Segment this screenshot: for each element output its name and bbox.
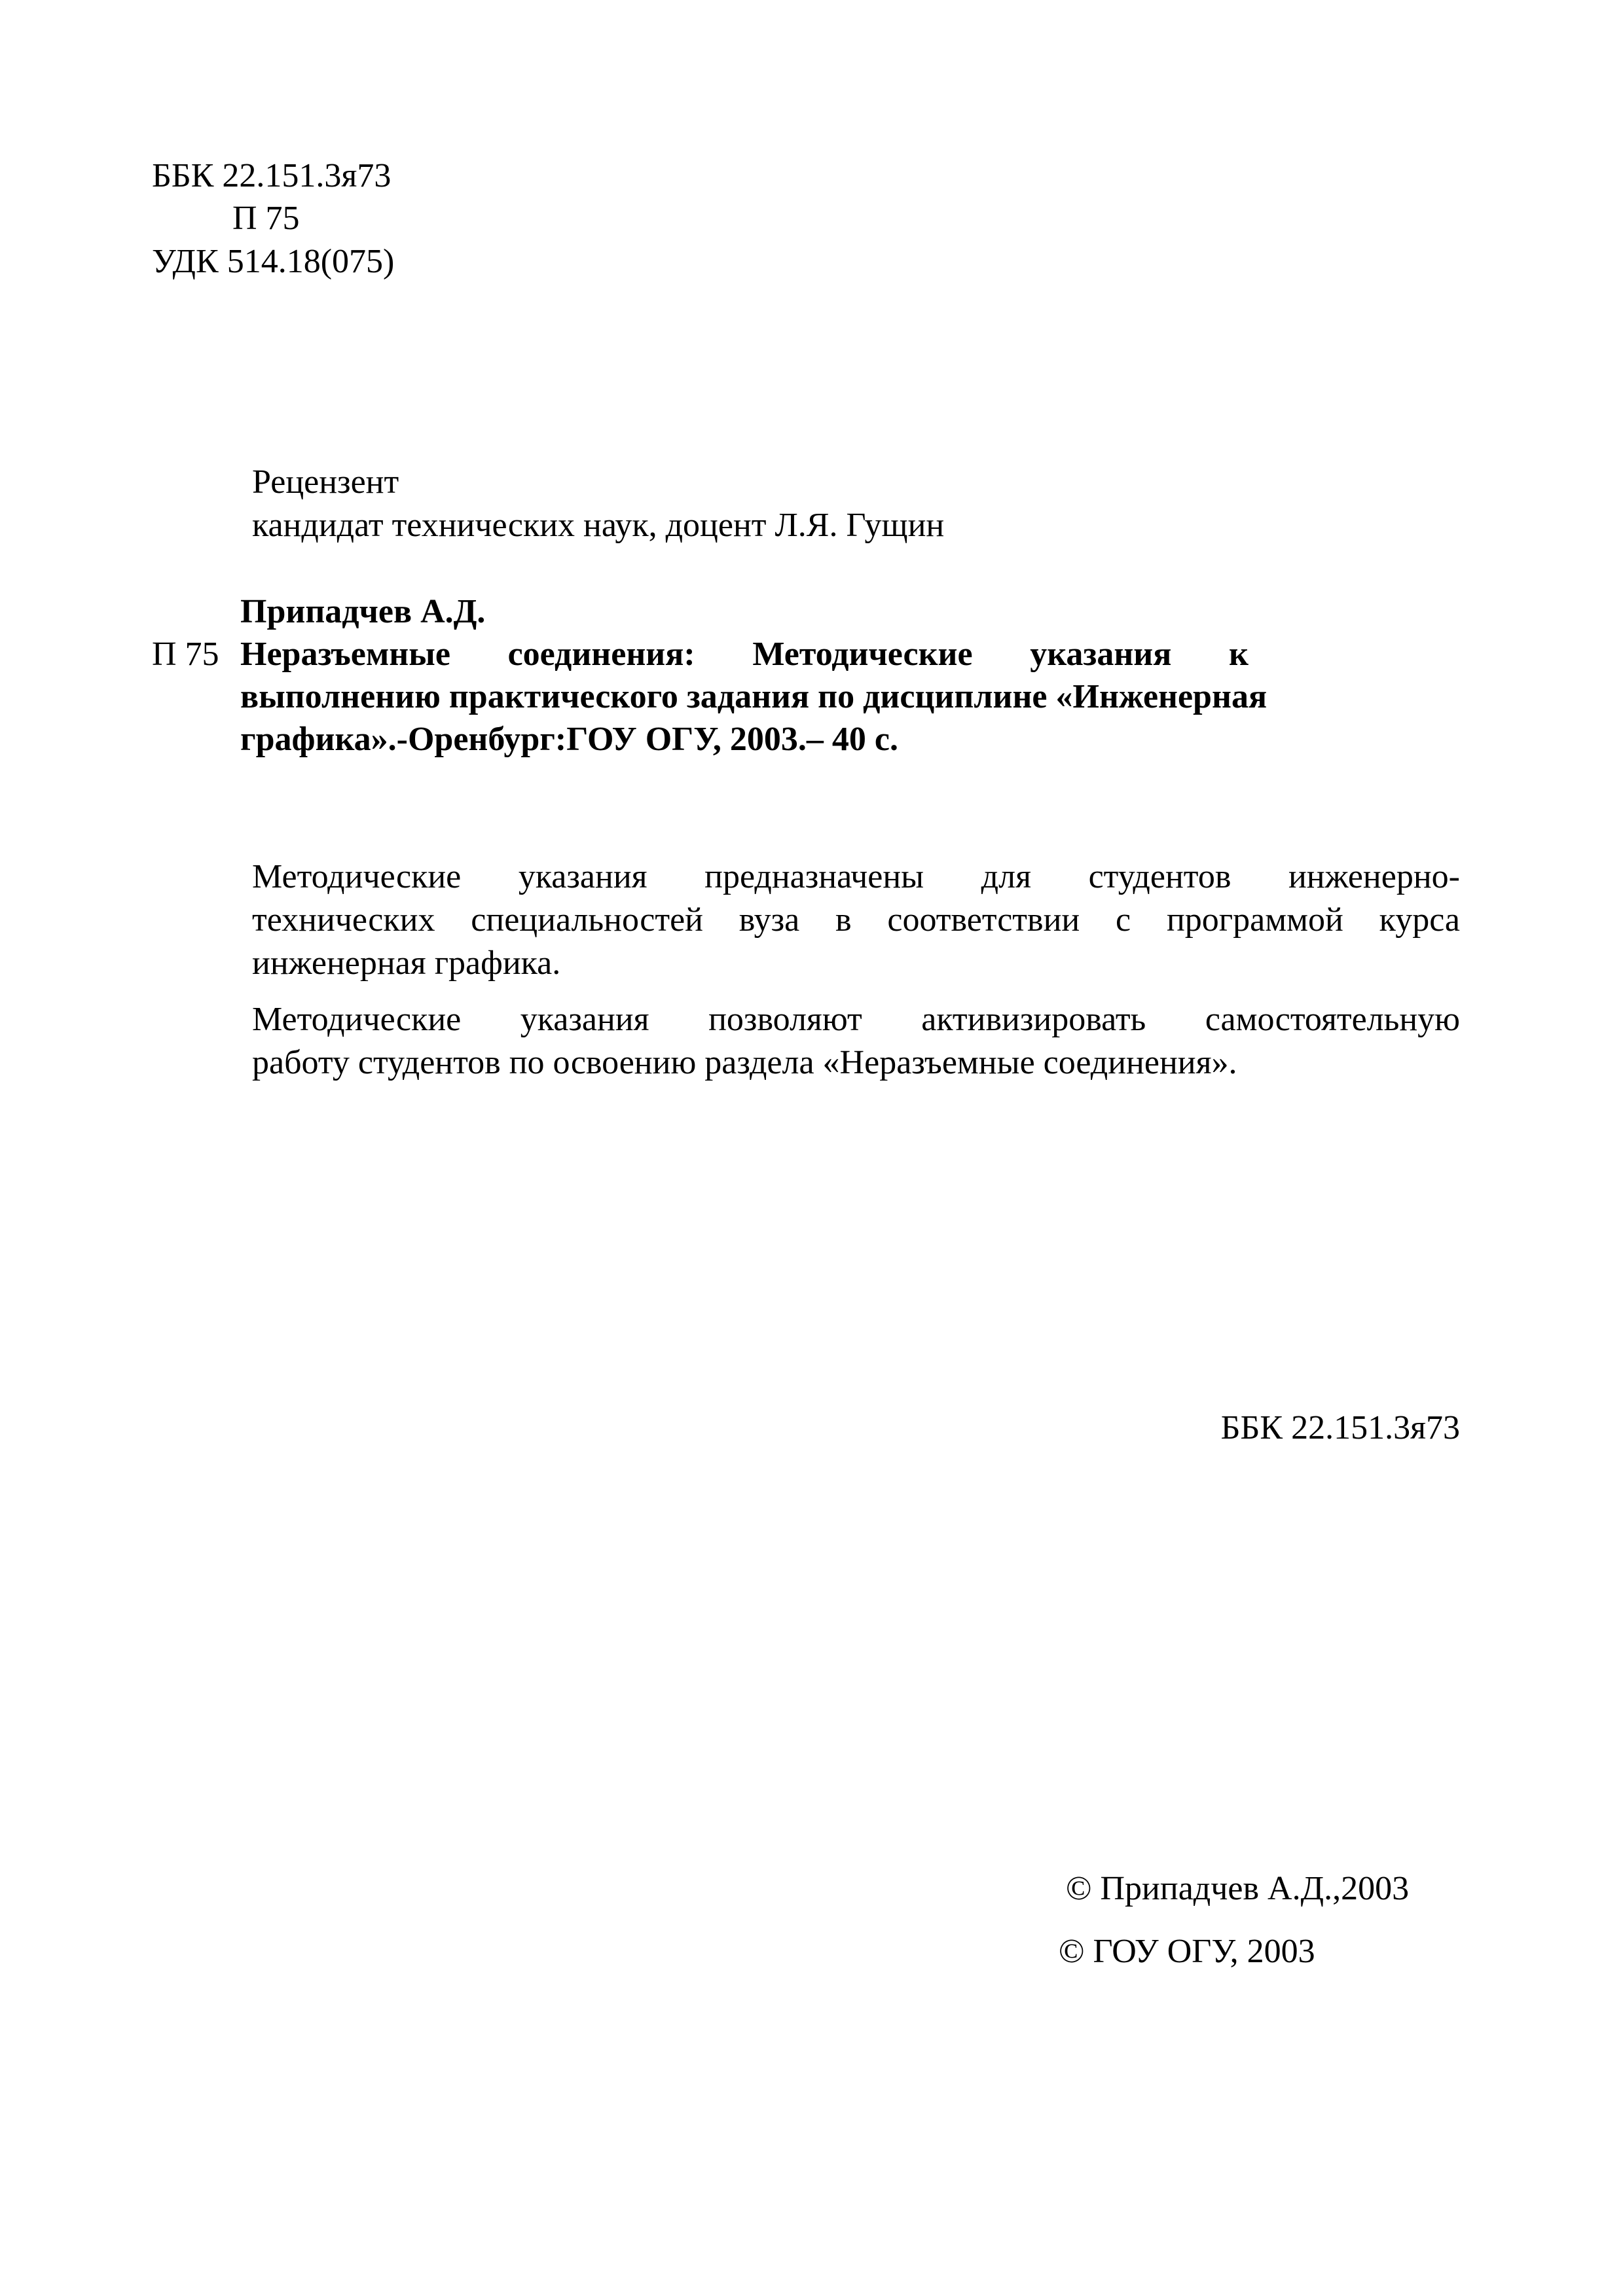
bbk-code-bottom: ББК 22.151.3я73: [1220, 1409, 1460, 1446]
annotation-p2-line-1: Методические указания позволяют активизировать самостоятельную: [252, 1001, 1460, 1038]
copyright-publisher: © ГОУ ОГУ, 2003: [1059, 1933, 1315, 1970]
annotation-p1-line-1: Методические указания предназначены для студентов инженерно-: [252, 858, 1460, 895]
udk-code: УДК 514.18(075): [152, 243, 395, 280]
bibliographic-line-1: Неразъемные соединения: Методические указания к: [240, 636, 1249, 673]
author-name: Припадчев А.Д.: [240, 593, 486, 630]
bbk-code: ББК 22.151.3я73: [152, 157, 392, 194]
annotation-p2-line-2: работу студентов по освоению раздела «Неразъемные соединения».: [252, 1044, 1237, 1081]
bibliographic-line-2: выполнению практического задания по дисциплине «Инженерная: [240, 678, 1267, 715]
bibliographic-mark: П 75: [152, 636, 219, 673]
reviewer-label: Рецензент: [252, 463, 399, 501]
bibliographic-line-3: графика».-Оренбург:ГОУ ОГУ, 2003.– 40 с.: [240, 721, 899, 758]
author-mark: П 75: [232, 200, 300, 237]
copyright-author: © Припадчев А.Д.,2003: [1066, 1870, 1410, 1907]
annotation-p1-line-3: инженерная графика.: [252, 944, 561, 982]
reviewer-text: кандидат технических наук, доцент Л.Я. Гущин: [252, 507, 945, 544]
annotation-p1-line-2: технических специальностей вуза в соответствии с программой курса: [252, 901, 1460, 939]
